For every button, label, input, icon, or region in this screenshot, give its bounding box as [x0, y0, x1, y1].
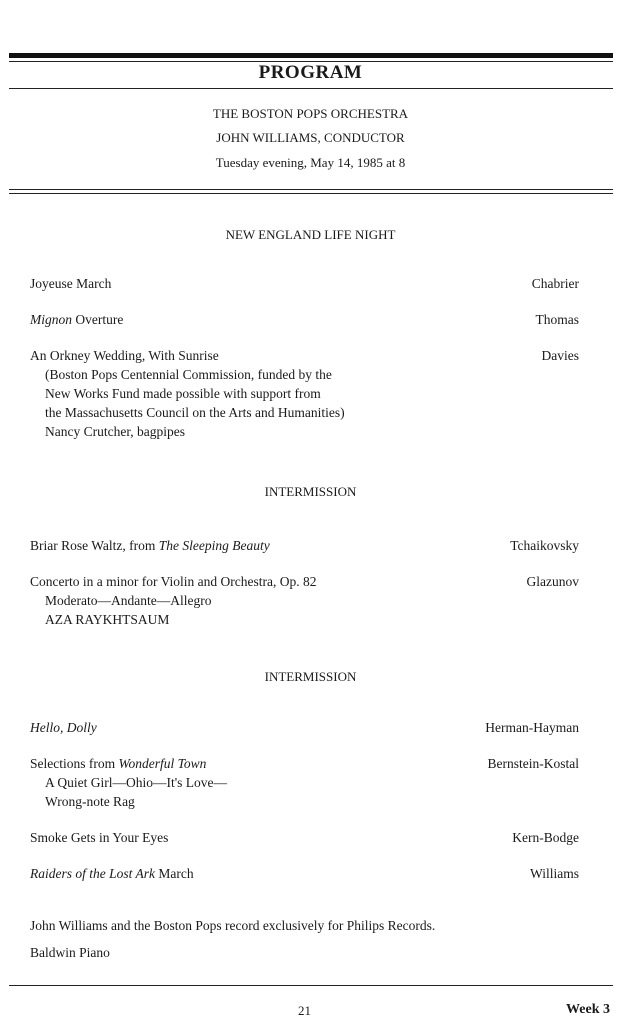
piece-title-italic: The Sleeping Beauty [158, 538, 270, 553]
piece-title-italic: Hello, Dolly [30, 720, 97, 735]
piece-title [30, 538, 270, 554]
composer: Bernstein-Kostal [487, 756, 579, 771]
intermission-label: INTERMISSION [264, 484, 357, 499]
piece-title [30, 720, 97, 736]
piece-title: Smoke Gets in Your Eyes [30, 830, 169, 845]
piece-title-plain: Briar Rose Waltz, from [30, 538, 159, 553]
composer: Herman-Hayman [485, 720, 579, 735]
piece-title [30, 866, 194, 882]
composer: Williams [530, 866, 579, 881]
piece-note: Wrong-note Rag [45, 794, 135, 809]
page-number: 21 [298, 1003, 311, 1018]
title-underline [9, 88, 613, 89]
piece-title: Concerto in a minor for Violin and Orchestra, Op. 82 [30, 574, 317, 589]
piece-note: A Quiet Girl—Ohio—It's Love— [45, 775, 228, 790]
composer: Kern-Bodge [512, 830, 579, 845]
soloist-name: AZA RAYKHTSAUM [45, 612, 170, 627]
footer-rule [9, 985, 613, 986]
piece-title-rest: March [155, 866, 194, 881]
piece-note: Nancy Crutcher, bagpipes [45, 424, 186, 439]
piece-title-italic: Mignon [30, 312, 72, 327]
piece-title-rest: Overture [72, 312, 124, 327]
composer: Chabrier [531, 276, 579, 291]
header-double-rule-top [9, 189, 613, 190]
composer: Davies [541, 348, 579, 363]
orchestra-name: THE BOSTON POPS ORCHESTRA [212, 106, 409, 121]
piece-note: (Boston Pops Centennial Commission, funded by the [45, 367, 332, 382]
piece-title-italic: Wonderful Town [118, 756, 207, 771]
piece-title-italic: Raiders of the Lost Ark [30, 866, 156, 881]
piece-title-plain: Selections from [30, 756, 119, 771]
piece-note: Moderato—Andante—Allegro [45, 593, 212, 608]
week-label: Week 3 [566, 1002, 610, 1017]
page-title: PROGRAM [258, 62, 363, 83]
event-name: NEW ENGLAND LIFE NIGHT [225, 227, 396, 242]
concert-date: Tuesday evening, May 14, 1985 at 8 [215, 155, 406, 170]
piece-title [30, 756, 206, 772]
composer: Glazunov [526, 574, 579, 589]
piece-note: New Works Fund made possible with support from [45, 386, 321, 401]
composer: Thomas [535, 312, 579, 327]
piece-note: the Massachusetts Council on the Arts and Humanities) [45, 405, 345, 420]
intermission-label: INTERMISSION [264, 669, 357, 684]
header-double-rule-bottom [9, 193, 613, 194]
recording-note: John Williams and the Boston Pops record exclusively for Philips Records. [30, 918, 436, 933]
composer: Tchaikovsky [510, 538, 579, 553]
piece-title: An Orkney Wedding, With Sunrise [30, 348, 219, 363]
piece-title [30, 312, 123, 328]
piano-credit: Baldwin Piano [30, 945, 110, 960]
conductor-line: JOHN WILLIAMS, CONDUCTOR [216, 130, 405, 145]
piece-title: Joyeuse March [30, 276, 112, 291]
top-thick-rule [9, 53, 613, 58]
